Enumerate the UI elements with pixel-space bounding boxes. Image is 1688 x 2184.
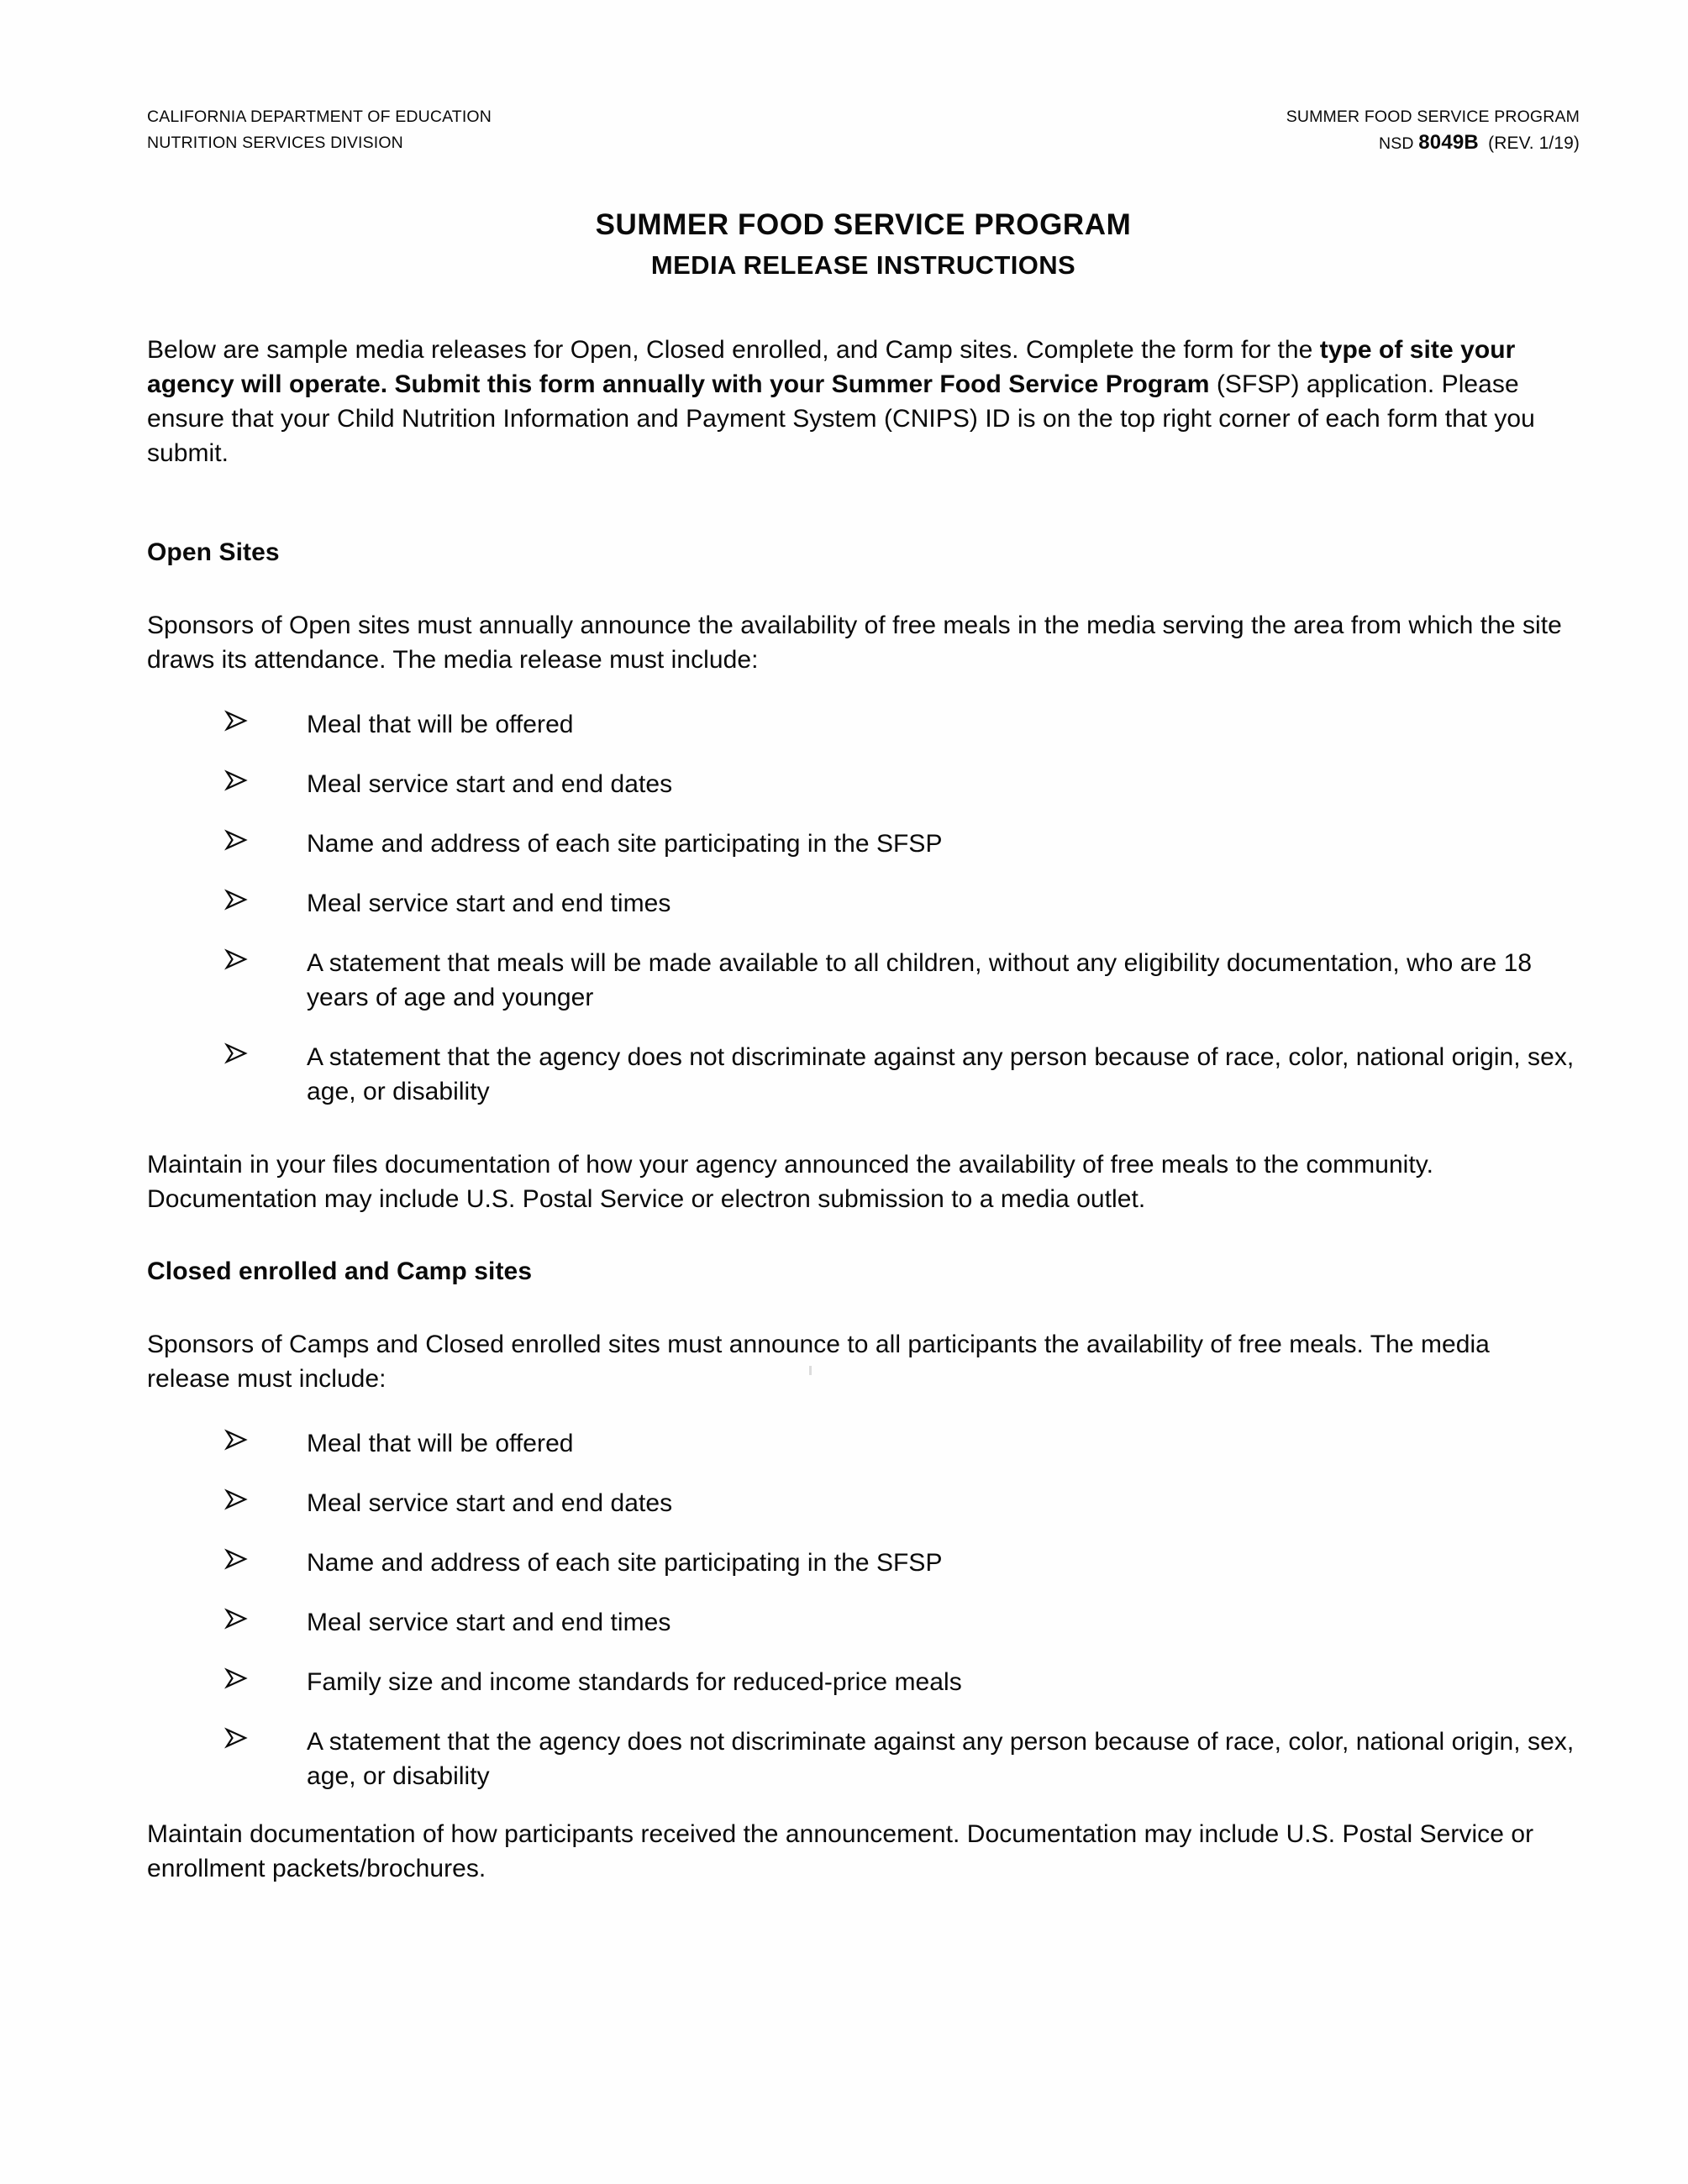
intro-text-part2: (SFSP) application. Please ensure that your Child Nutrition Information and Payment System (CNIPS) ID is on the top right corner of each form that you submit. bbox=[147, 370, 1535, 467]
header-revision: (REV. 1/19) bbox=[1488, 134, 1580, 153]
list-item-text: Meal service start and end dates bbox=[307, 1489, 673, 1517]
header-form-block bbox=[1286, 104, 1580, 157]
intro-paragraph bbox=[147, 333, 1580, 470]
page-subtitle: MEDIA RELEASE INSTRUCTIONS bbox=[650, 250, 1076, 280]
list-item-text: A statement that the agency does not discriminate against any person because of race, color, national origin, sex, age, or disability bbox=[307, 1728, 1575, 1790]
arrowhead-bullet-icon bbox=[221, 887, 251, 912]
list-item-text: Name and address of each site participating in the SFSP bbox=[307, 830, 943, 858]
spacer bbox=[147, 1793, 1580, 1817]
open-sites-bullet-list bbox=[147, 707, 1580, 1109]
list-item-text: Meal service start and end times bbox=[307, 1609, 671, 1636]
closed-camp-closing-paragraph: Maintain documentation of how participants received the announcement. Documentation may include U.S. Postal Service or enrollment packets/brochures. bbox=[147, 1820, 1534, 1882]
list-item bbox=[147, 707, 1580, 742]
arrowhead-bullet-icon bbox=[221, 768, 251, 793]
list-item bbox=[147, 1426, 1580, 1461]
list-item-text: Meal that will be offered bbox=[307, 711, 574, 738]
list-item bbox=[147, 886, 1580, 921]
arrowhead-bullet-icon bbox=[221, 1606, 251, 1631]
section-heading-closed-camp-sites: Closed enrolled and Camp sites bbox=[147, 1257, 533, 1285]
spacer bbox=[147, 470, 1580, 536]
list-item bbox=[147, 1665, 1580, 1699]
scan-artifact-speck bbox=[809, 1366, 812, 1375]
spacer bbox=[147, 1109, 1580, 1147]
page-title: SUMMER FOOD SERVICE PROGRAM bbox=[595, 208, 1132, 241]
list-item bbox=[147, 1546, 1580, 1580]
list-item bbox=[147, 1725, 1580, 1793]
list-item-text: Meal service start and end times bbox=[307, 890, 671, 917]
header-nsd-label: NSD bbox=[1379, 134, 1414, 153]
arrowhead-bullet-icon bbox=[221, 1427, 251, 1452]
spacer bbox=[147, 677, 1580, 707]
spacer bbox=[147, 1396, 1580, 1426]
list-item-text: A statement that the agency does not discriminate against any person because of race, color, national origin, sex, age, or disability bbox=[307, 1043, 1575, 1105]
arrowhead-bullet-icon bbox=[221, 1546, 251, 1572]
document-header bbox=[147, 104, 1580, 170]
header-division-line: NUTRITION SERVICES DIVISION bbox=[147, 134, 403, 152]
section-heading-open-sites: Open Sites bbox=[147, 538, 280, 566]
spacer bbox=[147, 1289, 1580, 1327]
open-sites-intro-paragraph: Sponsors of Open sites must annually announce the availability of free meals in the media serving the area from which the site draws its attendance. The media release must include: bbox=[147, 612, 1562, 674]
title-block bbox=[147, 207, 1580, 284]
spacer bbox=[147, 570, 1580, 608]
list-item bbox=[147, 1486, 1580, 1520]
arrowhead-bullet-icon bbox=[221, 1487, 251, 1512]
header-agency-block bbox=[147, 104, 492, 156]
arrowhead-bullet-icon bbox=[221, 708, 251, 733]
arrowhead-bullet-icon bbox=[221, 1041, 251, 1066]
closed-camp-bullet-list bbox=[147, 1426, 1580, 1793]
arrowhead-bullet-icon bbox=[221, 827, 251, 853]
arrowhead-bullet-icon bbox=[221, 947, 251, 972]
list-item bbox=[147, 767, 1580, 801]
list-item bbox=[147, 827, 1580, 861]
list-item-text: Name and address of each site participating in the SFSP bbox=[307, 1549, 943, 1577]
arrowhead-bullet-icon bbox=[221, 1725, 251, 1751]
header-program-line: SUMMER FOOD SERVICE PROGRAM bbox=[1286, 108, 1580, 126]
list-item-text: Meal service start and end dates bbox=[307, 770, 673, 798]
list-item-text: Family size and income standards for reduced-price meals bbox=[307, 1668, 962, 1696]
list-item-text: Meal that will be offered bbox=[307, 1430, 574, 1457]
list-item bbox=[147, 1040, 1580, 1109]
intro-text-bold: type of site your agency will operate. Submit this form annually with your Summer Food Service Program bbox=[147, 336, 1516, 398]
list-item bbox=[147, 1605, 1580, 1640]
list-item bbox=[147, 946, 1580, 1015]
list-item-text: A statement that meals will be made available to all children, without any eligibility documentation, who are 18 years of age and younger bbox=[307, 949, 1533, 1011]
open-sites-closing-paragraph: Maintain in your files documentation of how your agency announced the availability of free meals to the community. Documentation may include U.S. Postal Service or electron submission to a media outlet. bbox=[147, 1151, 1433, 1213]
header-department-line: CALIFORNIA DEPARTMENT OF EDUCATION bbox=[147, 108, 492, 126]
header-nsd-code: 8049B bbox=[1418, 131, 1479, 154]
intro-text-part1: Below are sample media releases for Open, Closed enrolled, and Camp sites. Complete the form for the bbox=[147, 336, 1320, 364]
closed-camp-intro-paragraph: Sponsors of Camps and Closed enrolled sites must announce to all participants the availability of free meals. The media release must include: bbox=[147, 1331, 1490, 1393]
arrowhead-bullet-icon bbox=[221, 1666, 251, 1691]
header-form-number-line bbox=[1286, 129, 1580, 157]
spacer bbox=[147, 1216, 1580, 1255]
document-content bbox=[147, 0, 1580, 1886]
